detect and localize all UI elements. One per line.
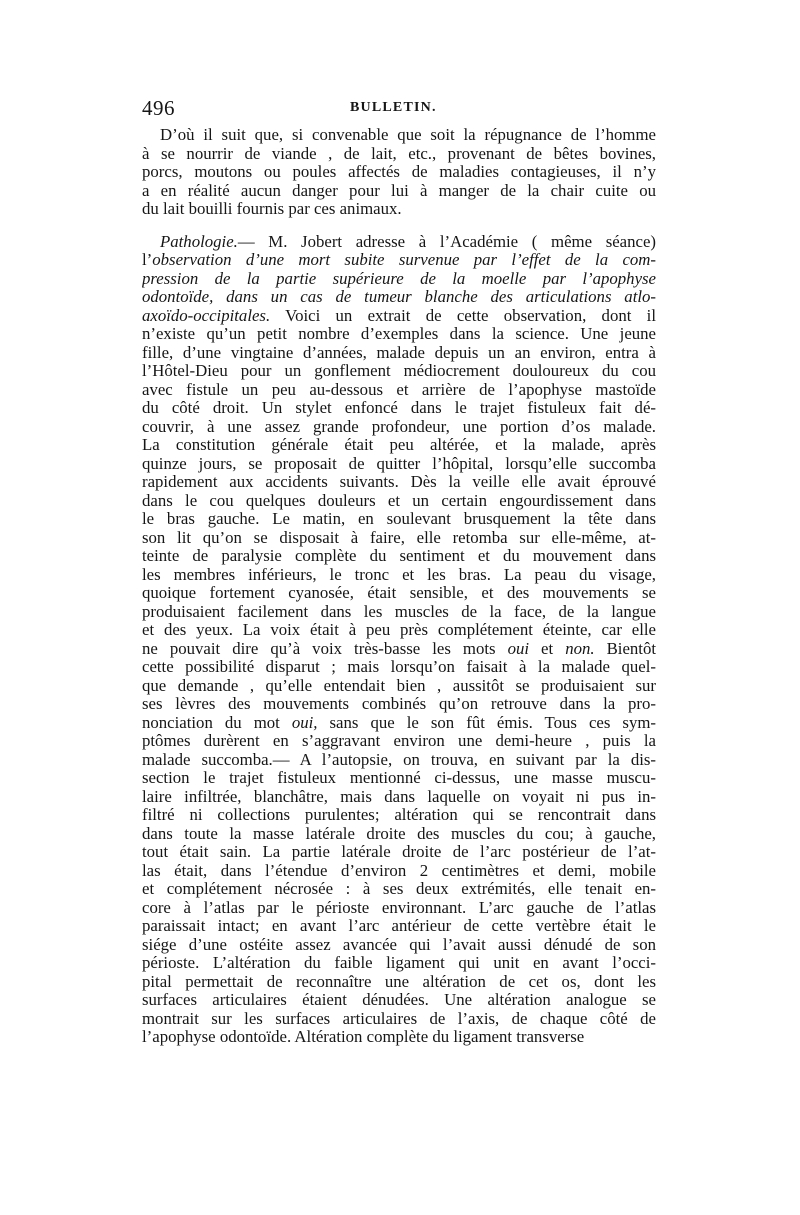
text-run: et complétement nécrosée : à ses deux extrémités, elle tenait en- [142,880,656,898]
text-run: fille, d’une vingtaine d’années, malade depuis un an environ, entra à [142,343,656,362]
text-run: — M. Jobert adresse à l’Académie ( même séance) [237,232,656,251]
text-run: n’existe qu’un petit nombre d’exemples dans la science. Une jeune [142,325,656,343]
text-line [142,362,656,381]
text-line [142,806,656,825]
text-run: couvrir, à une assez grande profondeur, une portion d’os malade. [142,417,656,436]
text-run: dans toute la masse latérale droite des muscles du cou; à gauche, [142,824,656,843]
text-run: les membres inférieurs, le tronc et les bras. La peau du visage, [142,565,656,584]
text-run: core à l’atlas par le périoste environnant. L’arc gauche de l’atlas [142,898,656,917]
text-line [142,510,656,529]
text-run: teinte de paralysie complète du sentiment et du mouvement dans [142,547,656,565]
italic-text: oui, [291,713,318,732]
text-run: produisaient facilement dans les muscles de la face, de la langue [142,602,656,621]
text-line [142,936,656,955]
italic-text: odontoïde, dans un cas de tumeur blanche des articulations atlo- [142,288,656,306]
text-run: ne pouvait dire qu’à voix très-basse les mots [142,639,508,658]
text-line [142,769,656,788]
text-line [142,307,656,326]
text-run: périoste. L’altération du faible ligament qui unit en avant l’occi- [142,954,656,972]
text-line [142,621,656,640]
text-run: du côté droit. Un stylet enfoncé dans le trajet fistuleux fait dé- [142,399,656,417]
text-run: paraissait intact; en avant l’arc antérieur de cette vertèbre était le [142,917,656,935]
text-run: ptômes durèrent en s’aggravant environ une demi-heure , puis la [142,732,656,750]
text-run: quoique fortement cyanosée, était sensible, et des mouvements se [142,584,656,602]
text-line [142,954,656,973]
text-line [142,270,656,289]
text-line [142,658,656,677]
text-line [142,973,656,992]
text-run: et des yeux. La voix était à peu près complétement éteinte, car elle [142,621,656,639]
italic-text: non. [565,639,595,658]
text-line [142,695,656,714]
text-run: dans le cou quelques douleurs et un certain engourdissement dans [142,491,656,510]
text-line [142,825,656,844]
text-line [142,1010,656,1029]
text-line [142,714,656,733]
book-page [142,96,656,1047]
text-run: D’où il suit que, si convenable que soit la répugnance de l’homme [160,126,656,144]
text-line [142,640,656,659]
text-run: Bientôt [594,639,656,658]
text-run: section le trajet fistuleux mentionné ci-dessus, une masse muscu- [142,769,656,787]
page-number: 496 [142,96,175,120]
text-line [142,473,656,492]
text-line [142,251,656,270]
text-run: laire infiltrée, blanchâtre, mais dans laquelle on voyait ni pus in- [142,787,656,806]
text-line [142,381,656,400]
text-line [142,492,656,511]
text-line [142,880,656,899]
text-line [142,325,656,344]
text-run: quinze jours, se proposait de quitter l’hôpital, lorsqu’elle succomba [142,454,656,473]
italic-text: axoïdo-occipitales. [142,306,271,325]
text-run: pital permettait de reconnaître une altération de cet os, dont les [142,972,656,991]
text-line [142,603,656,622]
text-run: La constitution générale était peu altérée, et la malade, après [142,436,656,454]
text-run: siége d’une ostéite assez avancée qui l’avait aussi dénudé de son [142,935,656,954]
italic-text: observation d’une mort subite survenue par l’effet de la com- [152,251,656,269]
text-line [142,126,656,145]
text-line [142,200,656,219]
text-run: ses lèvres des mouvements combinés qu’on retrouve dans la pro- [142,695,656,713]
text-run: l’Hôtel-Dieu pour un gonflement médiocrement douloureux du cou [142,362,656,380]
text-line [142,677,656,696]
text-run: du lait bouilli fournis par ces animaux. [142,200,402,218]
text-run: cette possibilité disparut ; mais lorsqu’on faisait à la malade quel- [142,658,656,676]
text-run: filtré ni collections purulentes; altération qui se rencontrait dans [142,806,656,824]
italic-text: oui [507,639,530,658]
text-run: rapidement aux accidents suivants. Dès la veille elle avait éprouvé [142,473,656,491]
text-line [142,182,656,201]
text-run: le bras gauche. Le matin, en soulevant brusquement la tête dans [142,510,656,528]
text-line [142,843,656,862]
text-run: sans que le son fût émis. Tous ces sym- [317,713,656,732]
text-run: las était, dans l’étendue d’environ 2 centimètres et demi, mobile [142,861,656,880]
text-run: et [529,639,566,658]
text-line [142,899,656,918]
text-line [142,547,656,566]
text-line [142,751,656,770]
text-run: nonciation du mot [142,713,292,732]
text-line [142,163,656,182]
text-line [142,145,656,164]
text-run: à se nourrir de viande , de lait, etc., provenant de bêtes bovines, [142,144,656,163]
text-line [142,862,656,881]
paragraph [142,233,656,1047]
running-title: BULLETIN. [350,100,437,115]
text-run: l’ [142,251,153,269]
text-run: porcs, moutons ou poules affectés de maladies contagieuses, il n’y [142,163,656,181]
italic-text: Pathologie. [160,232,238,251]
text-line [142,991,656,1010]
text-line [142,1028,656,1047]
text-run: l’apophyse odontoïde. Altération complète du ligament transverse [142,1028,585,1046]
text-run: avec fistule un peu au-dessous et arrière de l’apophyse mastoïde [142,380,656,399]
text-line [142,529,656,548]
text-line [142,732,656,751]
text-run: a en réalité aucun danger pour lui à manger de la chair cuite ou [142,181,656,200]
italic-text: pression de la partie supérieure de la moelle par l’apophyse [142,269,656,288]
text-line [142,418,656,437]
text-line [142,233,656,252]
text-run: que demande , qu’elle entendait bien , aussitôt se produisaient sur [142,676,656,695]
body-text [142,126,656,1047]
text-line [142,788,656,807]
text-line [142,399,656,418]
text-run: malade succomba.— A l’autopsie, on trouva, en suivant par la dis- [142,750,656,769]
page-header [142,96,656,126]
text-run: son lit qu’on se disposait à faire, elle retomba sur elle-même, at- [142,528,656,547]
text-line [142,455,656,474]
text-line [142,584,656,603]
text-line [142,917,656,936]
text-line [142,436,656,455]
text-line [142,344,656,363]
text-run: Voici un extrait de cette observation, dont il [270,306,656,325]
text-run: surfaces articulaires étaient dénudées. Une altération analogue se [142,991,656,1009]
text-run: tout était sain. La partie latérale droite de l’arc postérieur de l’at- [142,843,656,861]
text-run: montrait sur les surfaces articulaires de l’axis, de chaque côté de [142,1009,656,1028]
text-line [142,288,656,307]
text-line [142,566,656,585]
paragraph [142,126,656,219]
